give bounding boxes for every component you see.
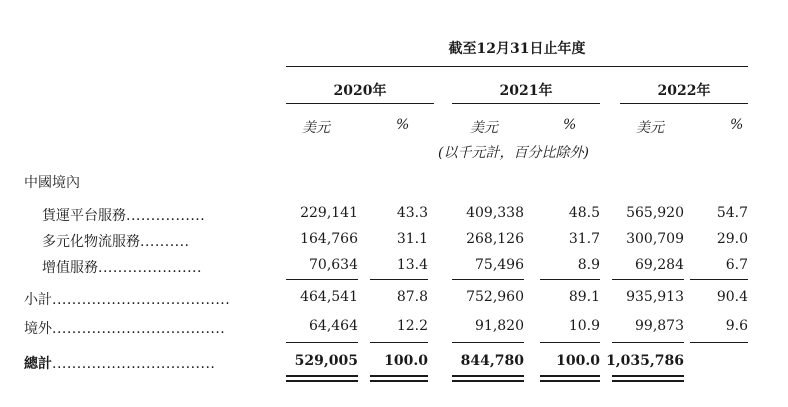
cell-value: 8.9 [577,257,600,273]
double-rule-top [452,375,524,377]
subtotal-rule [690,279,748,280]
cell-value: 6.7 [725,257,748,273]
period-header: 截至12月31日止年度 [448,41,586,57]
cell-value: 409,338 [466,205,524,221]
cell-value: 87.8 [396,289,428,305]
cell-value: 10.9 [568,318,600,334]
cell-value: 100.0 [384,353,428,369]
row-label: 貨運平台服務................ [42,208,206,224]
year-2022: 2022年 [657,83,711,99]
row-label-subtotal: 小計.................................... [24,292,231,308]
cell-value: 229,141 [300,205,358,221]
year-2020: 2020年 [333,83,387,99]
cell-value: 70,634 [309,257,358,273]
cell-value: 300,709 [626,231,684,247]
cell-value: 48.5 [568,205,600,221]
cell-value: 844,780 [460,353,524,369]
cell-value: 12.2 [396,318,428,334]
total-rule [612,342,684,343]
pct-label-2022: % [730,117,744,133]
cell-value: 31.1 [396,231,428,247]
total-rule [286,342,358,343]
total-rule [370,342,428,343]
cell-value: 565,920 [626,205,684,221]
total-rule [452,342,524,343]
row-label-domestic: 中國境內 [24,175,80,191]
unit-label-2020: 美元 [302,120,330,136]
cell-value: 31.7 [568,231,600,247]
unit-label-2022: 美元 [636,120,664,136]
year-2021-rule [452,103,600,104]
double-rule-bottom [370,380,428,382]
cell-value: 1,035,786 [606,353,684,369]
row-label: 增值服務..................... [42,260,202,276]
double-rule-top [540,375,600,377]
double-rule-bottom [540,380,600,382]
pct-label-2020: % [396,117,410,133]
subtotal-rule [612,279,684,280]
row-label-total: 總計................................. [24,356,216,372]
year-2021: 2021年 [499,83,553,99]
cell-value: 64,464 [309,318,358,334]
cell-value: 69,284 [635,257,684,273]
double-rule-bottom [612,380,684,382]
subtotal-rule [540,279,600,280]
cell-value: 90.4 [716,289,748,305]
cell-value: 935,913 [626,289,684,305]
cell-value: 752,960 [466,289,524,305]
double-rule-top [286,375,358,377]
cell-value: 89.1 [568,289,600,305]
double-rule-bottom [286,380,358,382]
cell-value: 54.7 [716,205,748,221]
pct-label-2021: % [563,117,577,133]
total-rule [690,342,748,343]
subtotal-rule [452,279,524,280]
cell-value: 29.0 [716,231,748,247]
double-rule-top [370,375,428,377]
double-rule-top [612,375,684,377]
subtotal-rule [370,279,428,280]
subtotal-rule [286,279,358,280]
cell-value: 100.0 [556,353,600,369]
cell-value: 75,496 [475,257,524,273]
cell-value: 464,541 [300,289,358,305]
double-rule-bottom [452,380,524,382]
cell-value: 9.6 [725,318,748,334]
unit-note: (以千元計，百分比除外) [438,145,589,161]
unit-label-2021: 美元 [470,120,498,136]
cell-value: 268,126 [466,231,524,247]
year-2020-rule [286,103,434,104]
cell-value: 43.3 [396,205,428,221]
cell-value: 13.4 [396,257,428,273]
row-label-overseas: 境外................................... [24,321,226,337]
total-rule [540,342,600,343]
header-rule [286,66,748,67]
cell-value: 99,873 [635,318,684,334]
row-label: 多元化物流服務.......... [42,234,190,250]
cell-value: 164,766 [300,231,358,247]
year-2022-rule [620,103,748,104]
cell-value: 529,005 [294,353,358,369]
cell-value: 91,820 [475,318,524,334]
